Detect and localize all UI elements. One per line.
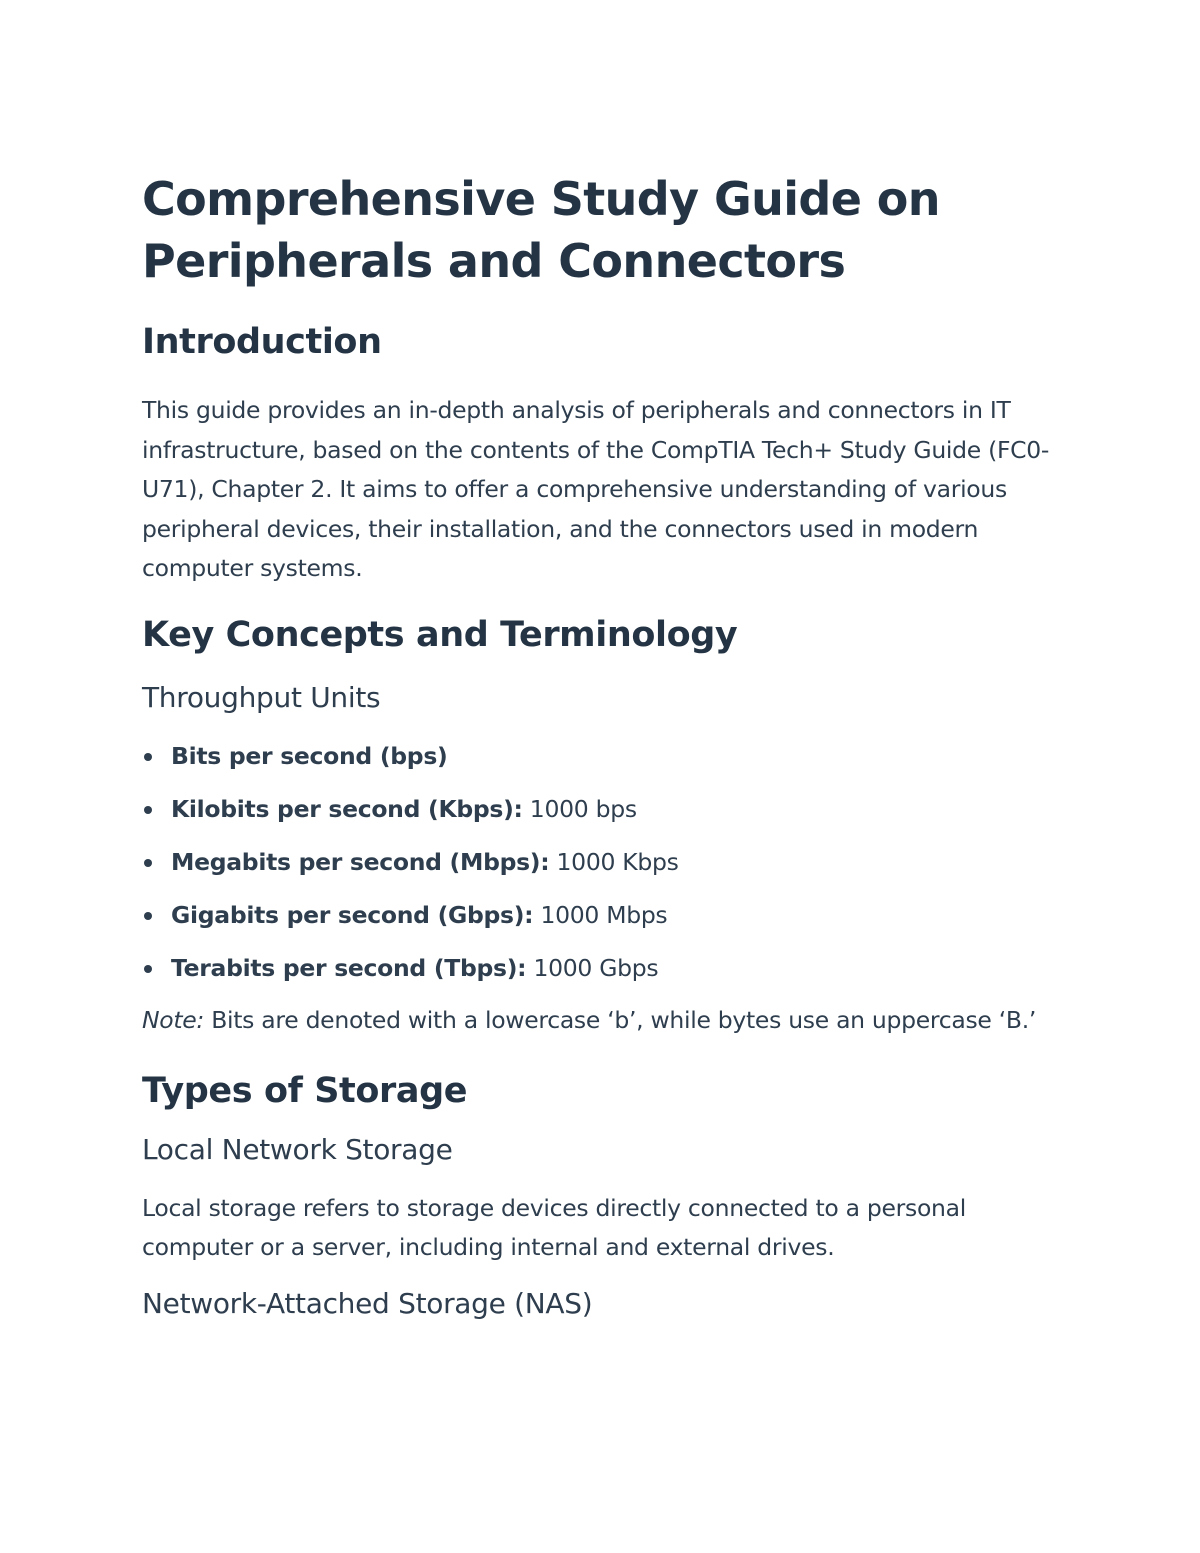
types-of-storage-heading: Types of Storage [142,1070,468,1111]
list-item [142,896,1062,936]
list-item [142,949,1062,989]
list-item [142,737,1062,777]
list-item-value: 1000 Gbps [526,953,659,982]
list-item-term: Terabits per second (Tbps): [171,953,527,982]
note-label: Note: [142,1006,205,1034]
list-item [142,843,1062,883]
key-concepts-heading: Key Concepts and Terminology [142,614,738,655]
throughput-units-heading: Throughput Units [142,680,381,714]
list-item-term: Gigabits per second (Gbps): [171,900,534,929]
throughput-units-list [142,737,1062,989]
local-storage-paragraph: Local storage refers to storage devices directly connected to a personal computer or a server, including internal and external drives. [142,1193,966,1261]
local-network-storage-heading: Local Network Storage [142,1132,453,1166]
list-item-value: 1000 Kbps [549,847,679,876]
list-item-term: Megabits per second (Mbps): [171,847,550,876]
list-item-value: 1000 bps [522,794,637,823]
nas-heading: Network-Attached Storage (NAS) [142,1286,593,1320]
introduction-paragraph: This guide provides an in-depth analysis of peripherals and connectors in IT infrastructure, based on the contents of the CompTIA Tech+ Study Guide (FC0-U71), Chapter 2. It aims to offer a comprehensive understanding of various peripheral devices, their installation, and the connectors used in modern computer systems. [142,396,1050,582]
bits-bytes-note [142,1001,1062,1041]
note-text: Bits are denoted with a lowercase ‘b’, while bytes use an uppercase ‘B.’ [204,1006,1037,1034]
document-page [142,168,1062,1323]
list-item [142,790,1062,830]
list-item-value: 1000 Mbps [533,900,668,929]
list-item-term: Bits per second (bps) [171,741,448,770]
list-item-term: Kilobits per second (Kbps): [171,794,523,823]
introduction-heading: Introduction [142,322,382,362]
document-title: Comprehensive Study Guide on Peripherals and Connectors [142,172,940,288]
